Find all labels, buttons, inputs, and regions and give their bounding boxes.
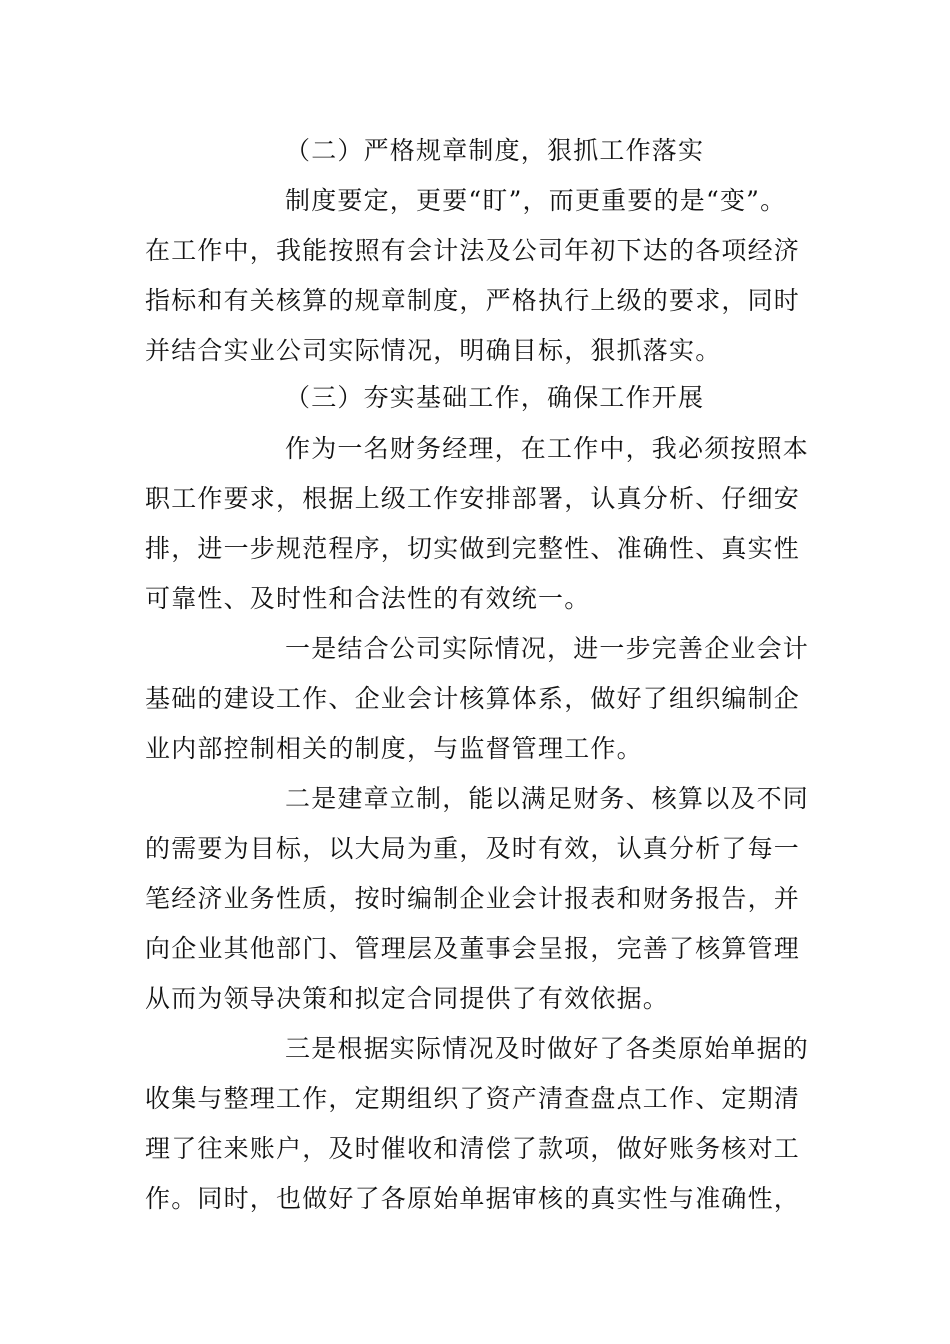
- paragraph-line: 收集与整理工作，定期组织了资产清查盘点工作、定期清: [145, 1084, 801, 1113]
- paragraph-line: 一是结合公司实际情况，进一步完善企业会计: [285, 634, 810, 663]
- section-heading-2: （二）严格规章制度，狠抓工作落实: [285, 136, 705, 165]
- paragraph-line: 在工作中，我能按照有会计法及公司年初下达的各项经济: [145, 236, 801, 265]
- paragraph-line: 业内部控制相关的制度，与监督管理工作。: [145, 734, 643, 763]
- paragraph-line: 的需要为目标，以大局为重，及时有效，认真分析了每一: [145, 834, 801, 863]
- paragraph-line: 排，进一步规范程序，切实做到完整性、准确性、真实性: [145, 534, 801, 563]
- paragraph-line: 并结合实业公司实际情况，明确目标，狠抓落实。: [145, 336, 722, 365]
- paragraph-line: 指标和有关核算的规章制度，严格执行上级的要求，同时: [145, 286, 801, 315]
- paragraph-line: 基础的建设工作、企业会计核算体系，做好了组织编制企: [145, 684, 801, 713]
- paragraph-line: 理了往来账户，及时催收和清偿了款项，做好账务核对工: [145, 1134, 801, 1163]
- paragraph-line: 向企业其他部门、管理层及董事会呈报，完善了核算管理: [145, 934, 801, 963]
- paragraph-line: 制度要定，更要“盯”，而更重要的是“变”。: [285, 186, 787, 215]
- paragraph-line: 可靠性、及时性和合法性的有效统一。: [145, 584, 591, 613]
- paragraph-line: 职工作要求，根据上级工作安排部署，认真分析、仔细安: [145, 484, 801, 513]
- paragraph-line: 笔经济业务性质，按时编制企业会计报表和财务报告，并: [145, 884, 801, 913]
- paragraph-line: 作为一名财务经理，在工作中，我必须按照本: [285, 434, 810, 463]
- paragraph-line: 从而为领导决策和拟定合同提供了有效依据。: [145, 984, 670, 1013]
- paragraph-line: 二是建章立制，能以满足财务、核算以及不同: [285, 784, 810, 813]
- section-heading-3: （三）夯实基础工作，确保工作开展: [285, 383, 705, 412]
- paragraph-line: 三是根据实际情况及时做好了各类原始单据的: [285, 1034, 810, 1063]
- paragraph-line: 作。同时，也做好了各原始单据审核的真实性与准确性，: [145, 1184, 801, 1213]
